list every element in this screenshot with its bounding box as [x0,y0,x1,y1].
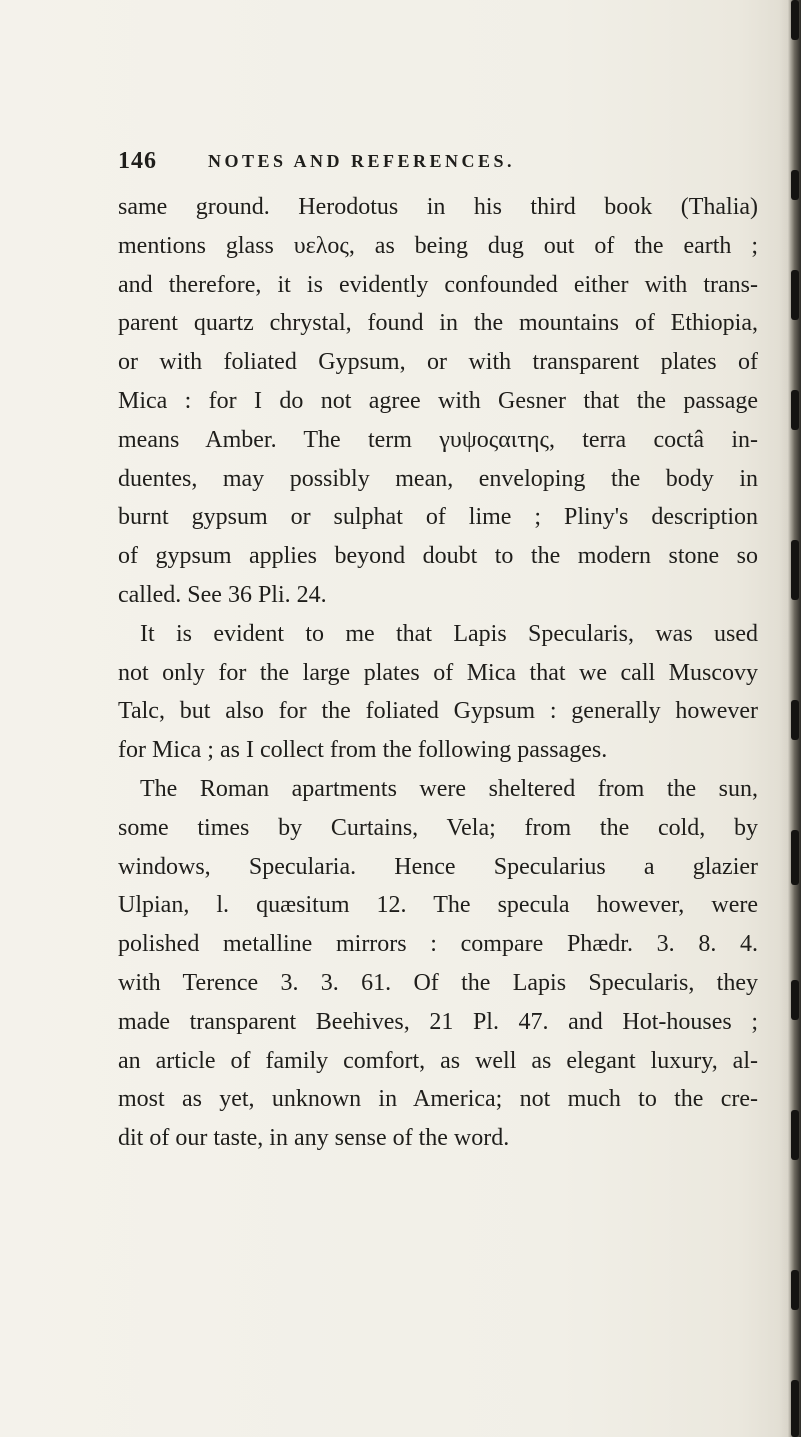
page-number: 146 [118,148,157,174]
edge-mark [791,170,799,200]
edge-mark [791,830,799,885]
text-line: parent quartz chrystal, found in the mountains of Ethiopia, [118,310,758,337]
text-line: for Mica ; as I collect from the following passages. [118,737,608,764]
text-line: windows, Specularia. Hence Specularius a glazier [118,853,758,880]
text-line: burnt gypsum or sulphat of lime ; Pliny's description [118,504,758,531]
text-line: with Terence 3. 3. 61. Of the Lapis Specularis, they [118,969,758,996]
text-line: means Amber. The term γυψοςαιτης, terra coctâ in- [118,426,758,453]
text-line: polished metalline mirrors : compare Phædr. 3. 8. 4. [118,931,758,958]
text-line: Mica : for I do not agree with Gesner that the passage [118,387,758,414]
text-line: or with foliated Gypsum, or with transparent plates of [118,349,758,376]
page-edge-shadow [779,0,801,1437]
text-line: It is evident to me that Lapis Specularis, was used [140,620,758,647]
text-line: same ground. Herodotus in his third book (Thalia) [118,194,758,220]
text-line: duentes, may possibly mean, enveloping the body in [118,465,758,492]
text-line: The Roman apartments were sheltered from the sun, [140,775,758,802]
text-line: and therefore, it is evidently confounded either with trans- [118,271,758,298]
edge-mark [791,390,799,430]
page-header [118,148,678,178]
text-line: called. See 36 Pli. 24. [118,581,327,608]
text-line: of gypsum applies beyond doubt to the modern stone so [118,543,758,570]
edge-mark [791,700,799,740]
edge-mark [791,980,799,1020]
text-line: Talc, but also for the foliated Gypsum : generally however [118,698,758,725]
text-line: made transparent Beehives, 21 Pl. 47. and Hot-houses ; [118,1008,758,1035]
edge-mark [791,540,799,600]
edge-mark [791,270,799,320]
text-line: dit of our taste, in any sense of the word. [118,1125,510,1152]
text-line: an article of family comfort, as well as elegant luxury, al- [118,1047,758,1074]
edge-mark [791,1270,799,1310]
text-line: most as yet, unknown in America; not much to the cre- [118,1086,758,1113]
running-head: NOTES AND REFERENCES. [208,151,516,171]
edge-mark [791,1380,799,1437]
text-line: not only for the large plates of Mica that we call Muscovy [118,659,758,686]
edge-mark [791,1110,799,1160]
text-line: mentions glass υελος, as being dug out of the earth ; [118,232,758,259]
text-line: some times by Curtains, Vela; from the cold, by [118,814,758,841]
text-line: Ulpian, l. quæsitum 12. The specula however, were [118,892,758,919]
body-text [118,188,758,1158]
edge-mark [791,0,799,40]
